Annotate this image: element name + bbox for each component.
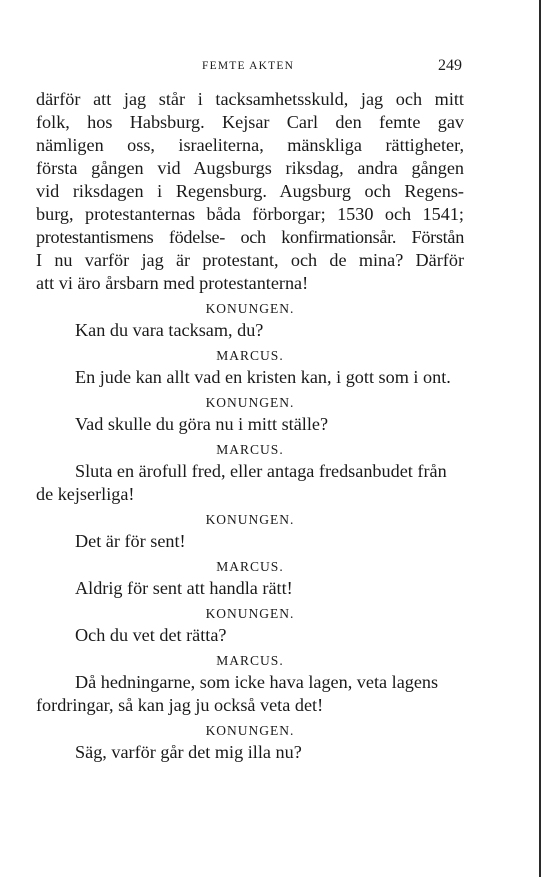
- speaker-name: MARCUS.: [216, 653, 284, 668]
- speech-line: Kan du vara tacksam, du?: [75, 320, 264, 340]
- speaker-name: KONUNGEN.: [205, 512, 295, 527]
- text-line: burg, protestanternas båda förborgar; 1530 och 1541;: [36, 204, 464, 224]
- speaker-name: MARCUS.: [216, 559, 284, 574]
- speaker-name: KONUNGEN.: [205, 723, 295, 738]
- speaker-name: MARCUS.: [216, 348, 284, 363]
- page-header: [0, 58, 544, 78]
- speaker-name: KONUNGEN.: [205, 606, 295, 621]
- text-line: folk, hos Habsburg. Kejsar Carl den femte gav: [36, 112, 464, 132]
- speaker-name: MARCUS.: [216, 442, 284, 457]
- speech-line: En jude kan allt vad en kristen kan, i gott som i ont.: [75, 367, 451, 387]
- text-line: första gången vid Augsburgs riksdag, andra gången: [36, 158, 464, 178]
- body-text: [36, 88, 464, 766]
- text-line: protestantismens födelse- och konfirmationsår. Förstån: [36, 227, 464, 247]
- text-line: därför att jag står i tacksamhetsskuld, jag och mitt: [36, 89, 464, 109]
- speech-line: Sluta en ärofull fred, eller antaga fredsanbudet från de kejserliga!: [36, 461, 447, 504]
- text-line: I nu varför jag är protestant, och de mina? Därför: [36, 250, 464, 270]
- opening-paragraph: [36, 88, 464, 295]
- page-edge-divider: [539, 0, 541, 877]
- text-line: vid riksdagen i Regensburg. Augsburg och Regens-: [36, 181, 464, 201]
- page-number: 249: [438, 57, 462, 74]
- speech-line: Då hedningarne, som icke hava lagen, veta lagens fordringar, så kan jag ju också veta det!: [36, 672, 439, 715]
- speech-line: Säg, varför går det mig illa nu?: [75, 742, 302, 762]
- text-line: nämligen oss, israeliterna, mänskliga rättigheter,: [36, 135, 464, 155]
- speaker-name: KONUNGEN.: [205, 395, 295, 410]
- speech-line: Det är för sent!: [75, 531, 186, 551]
- speech-line: Aldrig för sent att handla rätt!: [75, 578, 293, 598]
- text-line: att vi äro årsbarn med protestanterna!: [36, 273, 309, 293]
- running-title: FEMTE AKTEN: [202, 60, 295, 72]
- speaker-name: KONUNGEN.: [205, 301, 295, 316]
- speech-line: Vad skulle du göra nu i mitt ställe?: [75, 414, 329, 434]
- speech-line: Och du vet det rätta?: [75, 625, 227, 645]
